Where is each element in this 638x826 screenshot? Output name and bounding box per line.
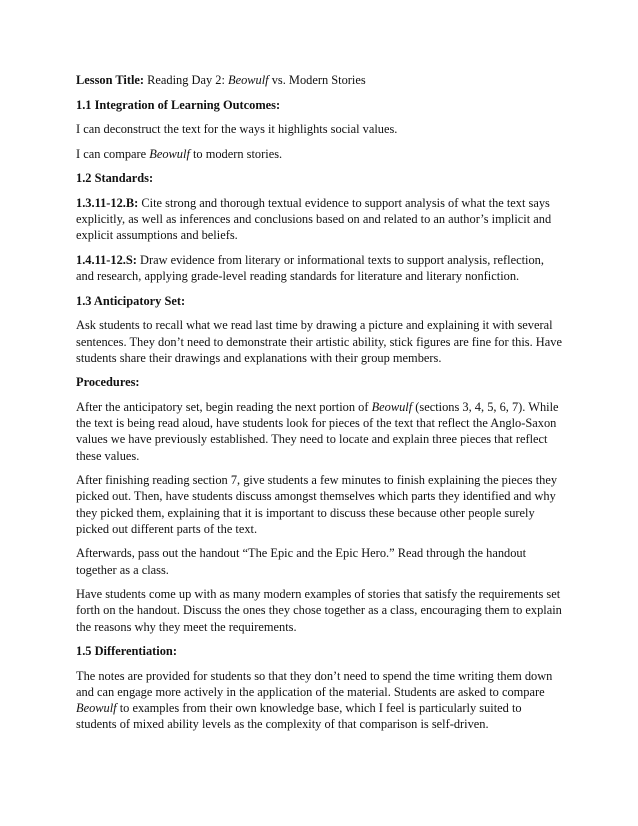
outcome-line-2-post: to modern stories. — [189, 146, 283, 161]
differentiation-text — [76, 668, 562, 733]
standard-2-text: Draw evidence from literary or informational texts to support analysis, reflection, and research, applying grade-level reading standards for literature and literary nonfiction. — [76, 252, 544, 284]
differentiation-heading: 1.5 Differentiation: — [76, 644, 177, 659]
lesson-title-post: vs. Modern Stories — [268, 73, 366, 87]
anticipatory-heading: 1.3 Anticipatory Set: — [76, 293, 186, 308]
outcomes-heading: 1.1 Integration of Learning Outcomes: — [76, 97, 281, 112]
lesson-title-italic: Beowulf — [228, 73, 269, 87]
procedures-heading: Procedures: — [76, 375, 140, 390]
procedures-p1-italic: Beowulf — [371, 399, 413, 414]
procedures-paragraph-4: Have students come up with as many modern examples of stories that satisfy the requirements set forth on the handout. Discuss the ones they chose together as a class, encouraging them to explain the reasons why they meet the requirements. — [76, 587, 562, 634]
procedures-p1-post: (sections 3, 4, 5, 6, 7). While the text is being read aloud, have students look for pieces of the text that reflect the Anglo-Saxon values we have previously established. They need to locate and explain three pieces that reflect these values. — [76, 399, 559, 463]
standard-2 — [76, 252, 562, 284]
lesson-title — [76, 72, 562, 88]
differentiation-pre: The notes are provided for students so that they don’t need to spend the time writing them down and can engage more actively in the application of the material. Students are asked to compare — [76, 668, 553, 699]
differentiation-post: to examples from their own knowledge base, which I feel is particularly suited to students of mixed ability levels as the complexity of that comparison is self-driven. — [76, 701, 522, 732]
standard-1-label: 1.3.11-12.B: — [76, 195, 139, 210]
procedures-p1-pre: After the anticipatory set, begin reading the next portion of — [76, 399, 372, 414]
anticipatory-text: Ask students to recall what we read last time by drawing a picture and explaining it with several sentences. They don’t need to demonstrate their artistic ability, stick figures are fine for this. Have students share their drawings and explanations with their group members. — [76, 318, 562, 365]
procedures-paragraph-3: Afterwards, pass out the handout “The Epic and the Epic Hero.” Read through the handout together as a class. — [76, 546, 527, 577]
procedures-paragraph-2: After finishing reading section 7, give students a few minutes to finish explaining the pieces they picked out. Then, have students discuss amongst themselves which parts they identified and why they picked them, explaining that it is important to discuss these because other people surely picked out different parts of the text. — [76, 473, 558, 536]
procedures-paragraph-1 — [76, 399, 562, 464]
document-page — [76, 72, 562, 741]
standard-1-text: Cite strong and thorough textual evidence to support analysis of what the text says explicitly, as well as inferences and conclusions based on and related to an author’s implicit and explicit assumptions and beliefs. — [76, 195, 552, 243]
standards-heading: 1.2 Standards: — [76, 171, 154, 186]
lesson-title-label: Lesson Title: — [76, 73, 145, 87]
standard-2-label: 1.4.11-12.S: — [76, 252, 137, 267]
outcome-line-2-pre: I can compare — [76, 146, 150, 161]
outcome-line-1: I can deconstruct the text for the ways it highlights social values. — [76, 122, 398, 137]
standard-1 — [76, 195, 562, 244]
outcome-line-2 — [76, 146, 562, 162]
lesson-title-pre: Reading Day 2: — [144, 73, 229, 87]
outcome-line-2-italic: Beowulf — [149, 146, 190, 161]
differentiation-italic: Beowulf — [76, 701, 117, 716]
